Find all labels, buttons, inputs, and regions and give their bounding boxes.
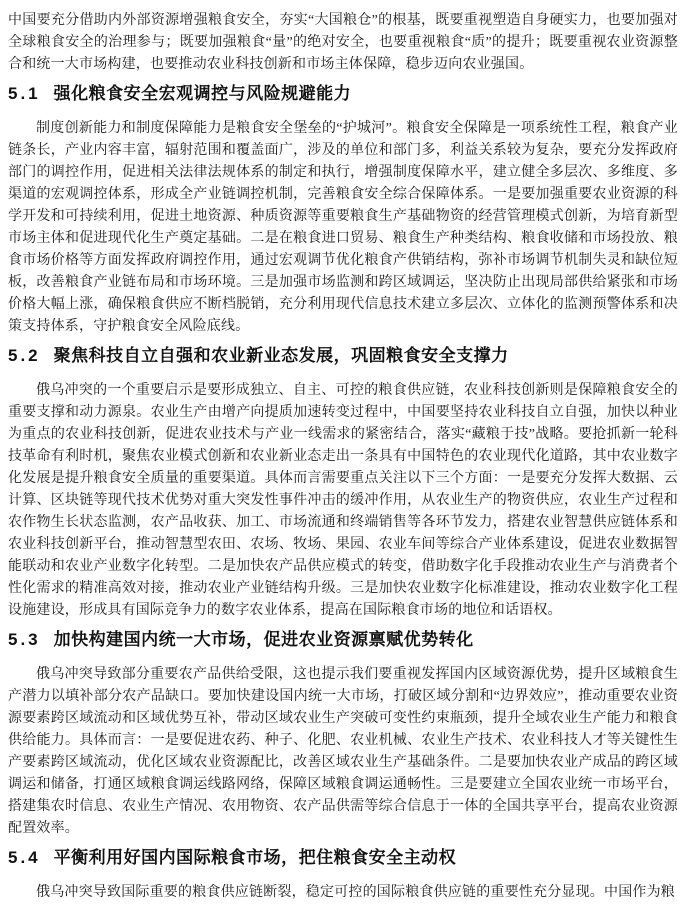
section-title: 平衡利用好国内国际粮食市场，把住粮食安全主动权 (53, 848, 457, 867)
section-title: 强化粮食安全宏观调控与风险规避能力 (53, 84, 352, 103)
section-number: 5.1 (8, 84, 41, 103)
section-heading-5-1 (8, 82, 678, 106)
section-heading-5-2 (8, 344, 678, 368)
section-number: 5.3 (8, 630, 41, 649)
section-paragraph-5-2: 俄乌冲突的一个重要启示是要形成独立、自主、可控的粮食供应链，农业科技创新则是保障粮食安全的重要支撑和动力源泉。农业生产由增产向提质加速转变过程中，中国要坚持农业科技自立自强，加快以种业为重点的农业科技创新，促进农业技术与产业一线需求的紧密结合，落实“藏粮于技”战略。要抢抓新一轮科技革命有利时机，聚焦农业模式创新和农业新业态走出一条具有中国特色的农业现代化道路，其中农业数字化发展是提升粮食安全质量的重要渠道。具体而言需要重点关注以下三个方面：一是要充分发挥大数据、云计算、区块链等现代技术优势对重大突发性事件冲击的缓冲作用，从农业生产的物资供应，农业生产过程和农作物生长状态监测，农产品收获、加工、市场流通和终端销售等各环节发力，搭建农业智慧供应链体系和农业科技创新平台，推动智慧型农田、农场、牧场、果园、农业车间等综合产业体系建设，促进农业数据智能联动和农业产业数字化转型。二是加快农产品供应模式的转变，借助数字化手段推动农业生产与消费者个性化需求的精准高效对接，推动农业产业链结构升级。三是加快农业数字化标准建设，推动农业数字化工程设施建设，形成具有国际竞争力的数字农业体系，提高在国际粮食市场的地位和话语权。 (8, 383, 678, 618)
intro-paragraph: 中国要充分借助内外部资源增强粮食安全，夯实“大国粮仓”的根基，既要重视塑造自身硬实力，也要加强对全球粮食安全的治理参与；既要加强粮食“量”的绝对安全，也要重视粮食“质”的提升；既要重视农业资源整合和统一大市场构建，也要推动农业科技创新和市场主体保障，稳步迈向农业强国。 (8, 13, 678, 72)
section-heading-5-3 (8, 628, 678, 652)
section-number: 5.4 (8, 848, 41, 867)
section-title: 加快构建国内统一大市场，促进农业资源禀赋优势转化 (53, 630, 474, 649)
section-heading-5-4 (8, 846, 678, 870)
section-paragraph-5-4: 俄乌冲突导致国际重要的粮食供应链断裂，稳定可控的国际粮食供应链的重要性充分显现。中国作为粮 (36, 885, 675, 900)
section-paragraph-5-3: 俄乌冲突导致部分重要农产品供给受限，这也提示我们要重视发挥国内区域资源优势，提升区域粮食生产潜力以填补部分农产品缺口。要加快建设国内统一大市场，打破区域分割和“边界效应”，推动重要农业资源要素跨区域流动和区域优势互补，带动区域农业生产突破可变性约束瓶颈，提升全域农业生产能力和粮食供给能力。具体而言：一是要促进农药、种子、化肥、农业机械、农业生产技术、农业科技人才等关键性生产要素跨区域流动，优化区域农业资源配比，改善区域农业生产基础条件。二是要加快农业产成品的跨区域调运和储备，打通区域粮食调运线路网络，保障区域粮食调运通畅性。三是要建立全国农业统一市场平台，搭建集农时信息、农业生产情况、农用物资、农产品供需等综合信息于一体的全国共享平台，提高农业资源配置效率。 (8, 667, 678, 836)
section-number: 5.2 (8, 346, 41, 365)
section-title: 聚焦科技自立自强和农业新业态发展，巩固粮食安全支撑力 (53, 346, 509, 365)
section-paragraph-5-1: 制度创新能力和制度保障能力是粮食安全堡垒的“护城河”。粮食安全保障是一项系统性工程，粮食产业链条长，产业内容丰富，辐射范围和覆盖面广，涉及的单位和部门多，利益关系较为复杂，要充分发挥政府部门的调控作用，促进相关法律法规体系的制定和执行，增强制度保障水平，建立健全多层次、多维度、多渠道的宏观调控体系，形成全产业链调控机制，完善粮食安全综合保障体系。一是要加强重要农业资源的科学开发和可持续利用，促进土地资源、种质资源等重要粮食生产基础物资的经营管理模式创新，为培育新型市场主体和促进现代化生产奠定基础。二是在粮食进口贸易、粮食生产种类结构、粮食收储和市场投放、粮食市场价格等方面发挥政府调控作用，通过宏观调节优化粮食产供销结构，弥补市场调节机制失灵和缺位短板，改善粮食产业链布局和市场环境。三是加强市场监测和跨区域调运，坚决防止出现局部供给紧张和市场价格大幅上涨，确保粮食供应不断档脱销，充分利用现代信息技术建立多层次、立体化的监测预警体系和决策支持体系，守护粮食安全风险底线。 (8, 121, 678, 334)
